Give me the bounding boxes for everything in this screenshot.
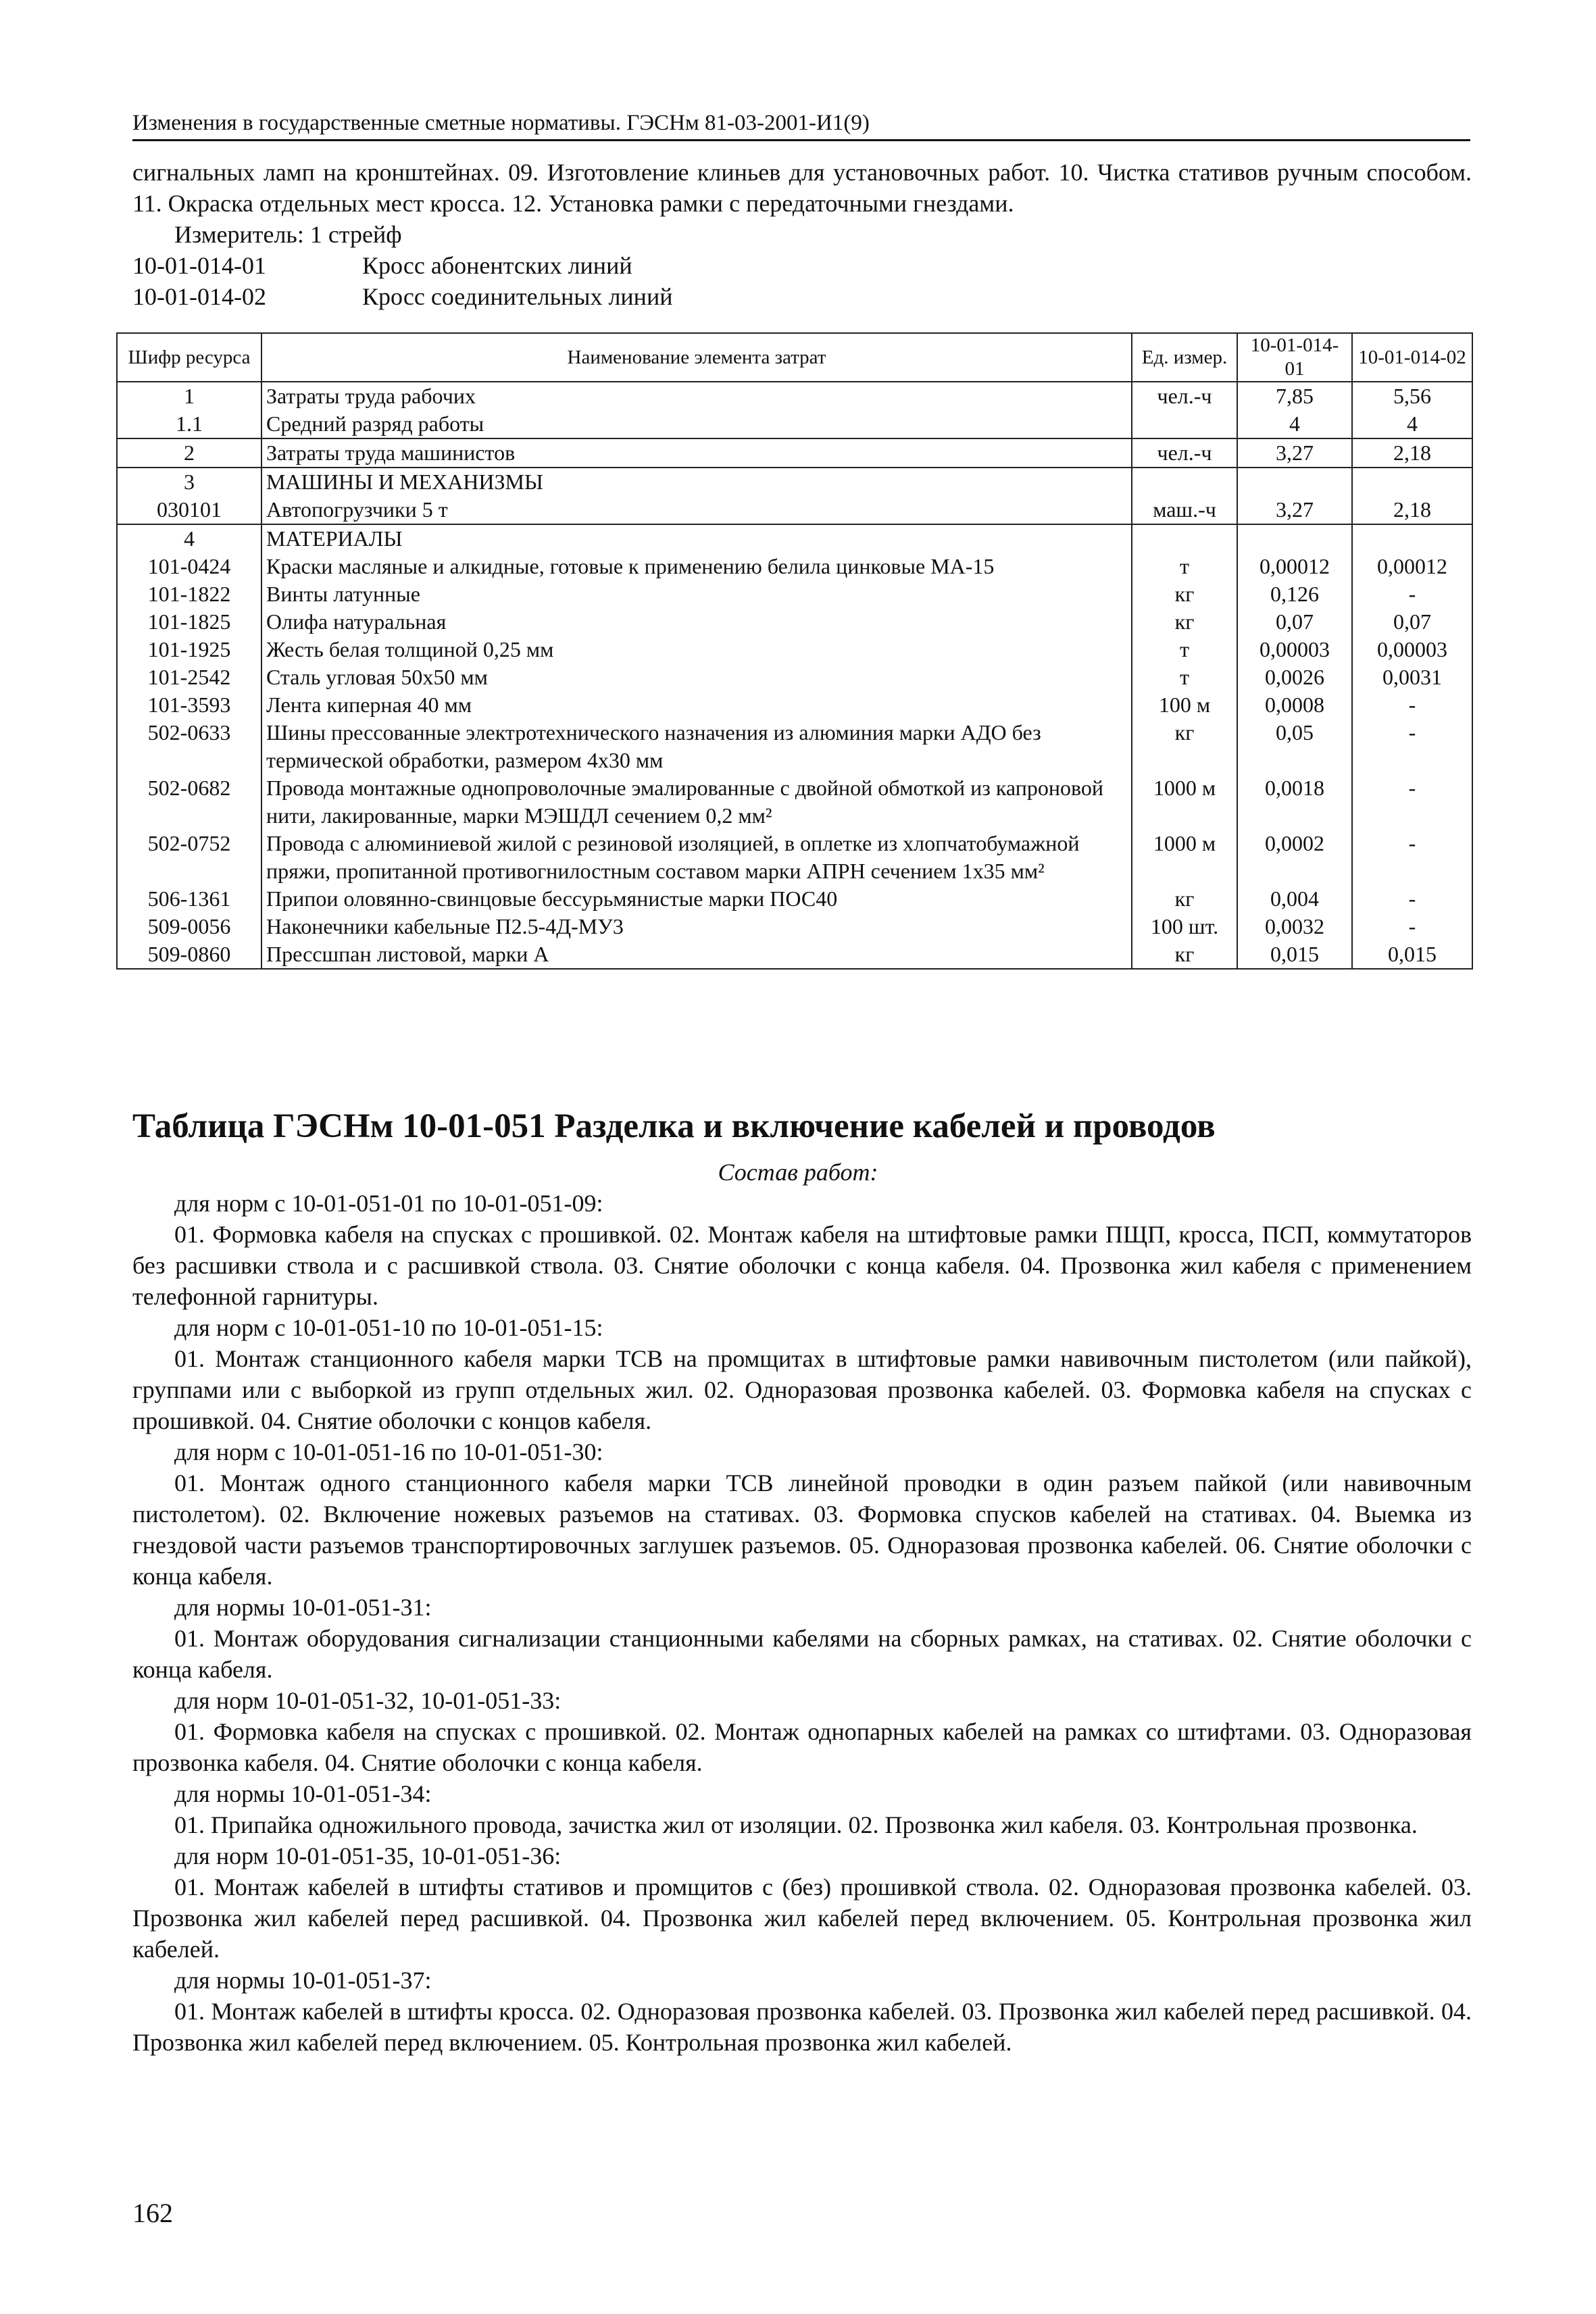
cell-unit: [1132, 468, 1237, 496]
table-header-row: [117, 333, 1472, 382]
header-norm-01: 10-01-014-01: [1237, 333, 1352, 382]
cell-norm-01: 4: [1237, 410, 1352, 438]
cell-name: Провода монтажные однопроволочные эмалированные с двойной обмоткой из капроновой нити, лакированные, марки МЭШДЛ сечением 0,2 мм²: [261, 774, 1132, 830]
cell-unit: 100 шт.: [1132, 913, 1237, 940]
cell-name: Винты латунные: [261, 580, 1132, 608]
cell-code: 101-1825: [117, 608, 261, 636]
cell-unit: кг: [1132, 885, 1237, 913]
table-row: [117, 719, 1472, 774]
norm-code: 10-01-014-02: [132, 283, 266, 310]
cell-norm-01: 3,27: [1237, 496, 1352, 524]
norm-code-name: Кросс абонентских линий: [362, 252, 632, 279]
table-row: [117, 913, 1472, 940]
cell-unit: т: [1132, 553, 1237, 580]
norm-code-row: [132, 250, 1472, 281]
cell-norm-02: 0,015: [1352, 940, 1472, 969]
running-header: Изменения в государственные сметные нормативы. ГЭСНм 81-03-2001-И1(9): [132, 108, 1470, 141]
header-code: Шифр ресурса: [117, 333, 261, 382]
cell-norm-02: 2,18: [1352, 496, 1472, 524]
table-body: [117, 382, 1472, 969]
cell-code: 509-0860: [117, 940, 261, 969]
cell-unit: т: [1132, 636, 1237, 663]
cell-norm-01: 0,0026: [1237, 663, 1352, 691]
cell-code: 101-0424: [117, 553, 261, 580]
works-description: 01. Монтаж кабелей в штифты кросса. 02. Одноразовая прозвонка кабелей. 03. Прозвонка жил кабелей перед расшивкой. 04. Прозвонка жил кабелей перед включением. 05. Контрольная прозвонка жил кабелей.: [132, 1998, 1472, 2056]
cell-norm-01: 0,015: [1237, 940, 1352, 969]
cell-norm-02: -: [1352, 580, 1472, 608]
table-row: [117, 830, 1472, 885]
table-row: [117, 774, 1472, 830]
cell-norm-02: -: [1352, 691, 1472, 719]
works-heading: Состав работ:: [718, 1159, 878, 1186]
norm-code-row: [132, 281, 1472, 312]
cell-norm-01: 0,00003: [1237, 636, 1352, 663]
works-description: 01. Формовка кабеля на спусках с прошивкой. 02. Монтаж кабеля на штифтовые рамки ПЩП, кросса, ПСП, коммутаторов без расшивки ствола и с расшивкой ствола. 03. Снятие оболочки с конца кабеля. 04. Прозвонка жил кабеля с применением телефонной гарнитуры.: [132, 1221, 1472, 1310]
table-row: [117, 524, 1472, 553]
table-row: [117, 438, 1472, 468]
table-row: [117, 691, 1472, 719]
cell-norm-02: -: [1352, 719, 1472, 774]
works-norm-range: для норм с 10-01-051-01 по 10-01-051-09:: [174, 1190, 603, 1217]
cell-norm-02: [1352, 524, 1472, 553]
section-title: Таблица ГЭСНм 10-01-051 Разделка и включение кабелей и проводов: [132, 1107, 1216, 1145]
cell-code: 502-0752: [117, 830, 261, 885]
continuation-paragraph: сигнальных ламп на кронштейнах. 09. Изготовление клиньев для установочных работ. 10. Чистка стативов ручным способом. 11. Окраска отдельных мест кросса. 12. Установка рамки с передаточными гнездами.: [132, 159, 1472, 217]
measure-line: Измеритель: 1 стрейф: [174, 221, 402, 248]
cell-unit: 1000 м: [1132, 830, 1237, 885]
table-row: [117, 885, 1472, 913]
table-row: [117, 410, 1472, 438]
cell-norm-01: 0,004: [1237, 885, 1352, 913]
table-row: [117, 553, 1472, 580]
works-norm-range: для нормы 10-01-051-31:: [174, 1594, 432, 1621]
cell-norm-02: 4: [1352, 410, 1472, 438]
cell-name: Краски масляные и алкидные, готовые к применению белила цинковые МА-15: [261, 553, 1132, 580]
cell-norm-01: [1237, 468, 1352, 496]
cell-unit: маш.-ч: [1132, 496, 1237, 524]
table-row: [117, 496, 1472, 524]
header-norm-02: 10-01-014-02: [1352, 333, 1472, 382]
cell-name: Лента киперная 40 мм: [261, 691, 1132, 719]
cell-code: 3: [117, 468, 261, 496]
cell-name: Средний разряд работы: [261, 410, 1132, 438]
cell-unit: чел.-ч: [1132, 438, 1237, 468]
table-row: [117, 636, 1472, 663]
works-description: 01. Монтаж станционного кабеля марки ТСВ на промщитах в штифтовые рамки навивочным пистолетом (или пайкой), группами или с выборкой из групп отдельных жил. 02. Одноразовая прозвонка кабелей. 03. Формовка кабеля на спусках с прошивкой. 04. Снятие оболочки с концов кабеля.: [132, 1345, 1472, 1434]
works-norm-range: для норм 10-01-051-32, 10-01-051-33:: [174, 1687, 562, 1714]
cell-unit: чел.-ч: [1132, 382, 1237, 410]
works-norm-range: для норм 10-01-051-35, 10-01-051-36:: [174, 1842, 562, 1869]
table-row: [117, 663, 1472, 691]
cell-code: 101-2542: [117, 663, 261, 691]
cell-unit: кг: [1132, 580, 1237, 608]
cell-norm-02: -: [1352, 774, 1472, 830]
cell-code: 502-0682: [117, 774, 261, 830]
cell-norm-02: -: [1352, 830, 1472, 885]
cell-norm-02: [1352, 468, 1472, 496]
cell-norm-02: -: [1352, 885, 1472, 913]
cell-name: МАШИНЫ И МЕХАНИЗМЫ: [261, 468, 1132, 496]
cell-code: 1.1: [117, 410, 261, 438]
cell-norm-01: 0,0032: [1237, 913, 1352, 940]
cell-norm-01: 0,126: [1237, 580, 1352, 608]
cell-norm-01: 0,07: [1237, 608, 1352, 636]
cell-norm-01: [1237, 524, 1352, 553]
norm-code: 10-01-014-01: [132, 252, 266, 279]
cell-unit: [1132, 524, 1237, 553]
cell-code: 502-0633: [117, 719, 261, 774]
cell-unit: 100 м: [1132, 691, 1237, 719]
table-row: [117, 608, 1472, 636]
cell-code: 101-1822: [117, 580, 261, 608]
cell-norm-01: 7,85: [1237, 382, 1352, 410]
cell-norm-02: 2,18: [1352, 438, 1472, 468]
table-row: [117, 940, 1472, 969]
cell-unit: 1000 м: [1132, 774, 1237, 830]
cell-name: Затраты труда машинистов: [261, 438, 1132, 468]
cell-name: Наконечники кабельные П2.5-4Д-МУ3: [261, 913, 1132, 940]
works-description: 01. Монтаж одного станционного кабеля марки ТСВ линейной проводки в один разъем пайкой (или навивочным пистолетом). 02. Включение ножевых разъемов на стативах. 03. Формовка спусков кабелей на стативах. 04. Выемка из гнездовой части разъемов транспортировочных заглушек разъемов. 05. Одноразовая прозвонка кабелей. 06. Снятие оболочки с конца кабеля.: [132, 1469, 1472, 1590]
cell-unit: [1132, 410, 1237, 438]
top-text: [132, 157, 1472, 312]
cell-name: Жесть белая толщиной 0,25 мм: [261, 636, 1132, 663]
works-norm-range: для норм с 10-01-051-16 по 10-01-051-30:: [174, 1438, 603, 1465]
table-row: [117, 382, 1472, 410]
cell-norm-01: 0,0002: [1237, 830, 1352, 885]
works-list: [132, 1188, 1472, 2058]
table-row: [117, 468, 1472, 496]
cell-code: 509-0056: [117, 913, 261, 940]
works-description: 01. Припайка одножильного провода, зачистка жил от изоляции. 02. Прозвонка жил кабеля. 03. Контрольная прозвонка.: [174, 1811, 1418, 1838]
cell-norm-02: 5,56: [1352, 382, 1472, 410]
cell-norm-02: 0,00012: [1352, 553, 1472, 580]
cell-code: 101-1925: [117, 636, 261, 663]
cell-code: 506-1361: [117, 885, 261, 913]
cell-norm-01: 0,0008: [1237, 691, 1352, 719]
cell-name: Прессшпан листовой, марки А: [261, 940, 1132, 969]
header-unit: Ед. измер.: [1132, 333, 1237, 382]
cell-norm-01: 0,00012: [1237, 553, 1352, 580]
works-norm-range: для нормы 10-01-051-37:: [174, 1967, 432, 1994]
cell-name: Припои оловянно-свинцовые бессурьмянистые марки ПОС40: [261, 885, 1132, 913]
cell-name: Автопогрузчики 5 т: [261, 496, 1132, 524]
norm-code-name: Кросс соединительных линий: [362, 283, 673, 310]
cell-unit: кг: [1132, 608, 1237, 636]
cell-unit: т: [1132, 663, 1237, 691]
cell-name: Шины прессованные электротехнического назначения из алюминия марки АДО без термической обработки, размером 4х30 мм: [261, 719, 1132, 774]
cell-name: Олифа натуральная: [261, 608, 1132, 636]
cell-code: 2: [117, 438, 261, 468]
cell-name: МАТЕРИАЛЫ: [261, 524, 1132, 553]
cell-unit: кг: [1132, 719, 1237, 774]
cell-name: Сталь угловая 50х50 мм: [261, 663, 1132, 691]
cell-norm-02: 0,00003: [1352, 636, 1472, 663]
cell-code: 030101: [117, 496, 261, 524]
cell-norm-01: 0,05: [1237, 719, 1352, 774]
cell-norm-01: 0,0018: [1237, 774, 1352, 830]
cell-norm-02: -: [1352, 913, 1472, 940]
cell-name: Затраты труда рабочих: [261, 382, 1132, 410]
works-norm-range: для норм с 10-01-051-10 по 10-01-051-15:: [174, 1314, 603, 1341]
cell-unit: кг: [1132, 940, 1237, 969]
works-description: 01. Монтаж кабелей в штифты стативов и промщитов с (без) прошивкой ствола. 02. Одноразовая прозвонка кабелей. 03. Прозвонка жил кабелей перед расшивкой. 04. Прозвонка жил кабелей перед включением. 05. Контрольная прозвонка жил кабелей.: [132, 1873, 1472, 1963]
cell-norm-02: 0,07: [1352, 608, 1472, 636]
cell-code: 1: [117, 382, 261, 410]
works-norm-range: для нормы 10-01-051-34:: [174, 1780, 432, 1807]
table-row: [117, 580, 1472, 608]
resource-table: [116, 332, 1473, 970]
cell-name: Провода с алюминиевой жилой с резиновой изоляцией, в оплетке из хлопчатобумажной пряжи, пропитанной противогнилостным составом марки АПРН сечением 1х35 мм²: [261, 830, 1132, 885]
works-description: 01. Монтаж оборудования сигнализации станционными кабелями на сборных рамках, на стативах. 02. Снятие оболочки с конца кабеля.: [132, 1625, 1472, 1683]
cell-code: 101-3593: [117, 691, 261, 719]
page-number: 162: [132, 2198, 173, 2228]
cell-norm-01: 3,27: [1237, 438, 1352, 468]
works-description: 01. Формовка кабеля на спусках с прошивкой. 02. Монтаж однопарных кабелей на рамках со штифтами. 03. Одноразовая прозвонка кабеля. 04. Снятие оболочки с конца кабеля.: [132, 1718, 1472, 1776]
cell-norm-02: 0,0031: [1352, 663, 1472, 691]
cell-code: 4: [117, 524, 261, 553]
header-name: Наименование элемента затрат: [261, 333, 1132, 382]
